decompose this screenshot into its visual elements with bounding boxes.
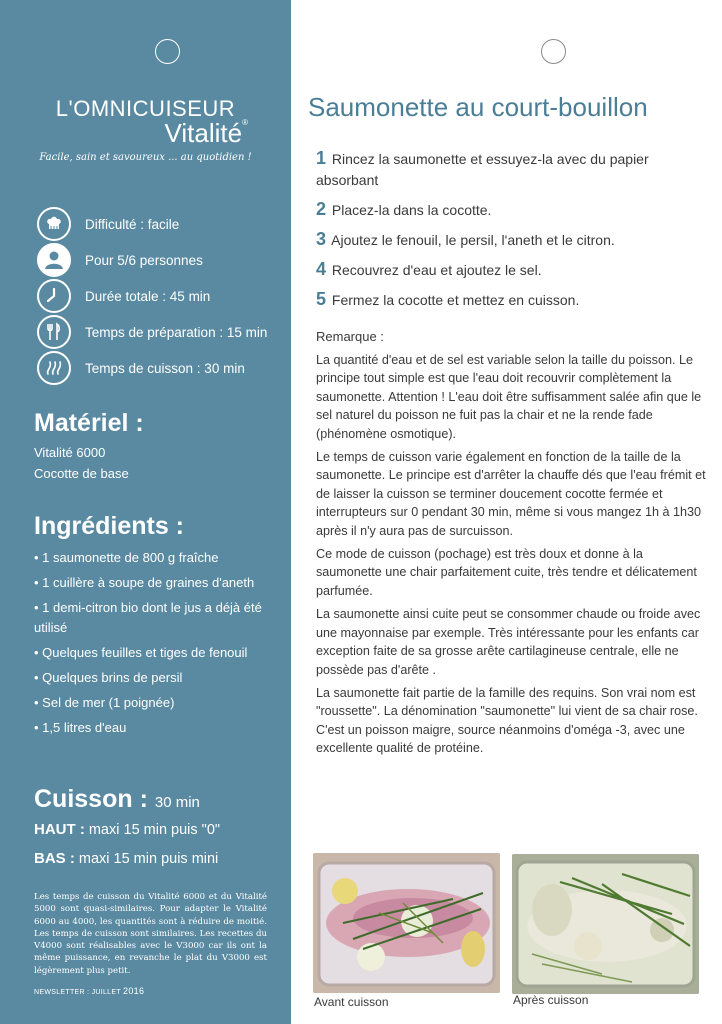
remark-body	[316, 351, 708, 763]
remark-title: Remarque :	[316, 329, 384, 344]
cuisson-heading: Cuisson :	[34, 785, 148, 813]
brand-tagline: Facile, sain et savoureux ... au quotidien !	[39, 152, 252, 163]
cuisson-haut	[34, 821, 220, 838]
stat-prep-time	[37, 315, 267, 349]
sidebar	[0, 0, 291, 1024]
step-number: 2	[316, 199, 327, 219]
clock-icon	[37, 279, 71, 313]
ingredients-title: Ingrédients :	[34, 512, 185, 540]
cuisson-bas-label: BAS :	[34, 850, 75, 867]
stat-servings	[37, 243, 203, 277]
step-item	[316, 148, 708, 191]
ingredient-item: • 1 saumonette de 800 g fraîche	[34, 550, 219, 565]
footer	[34, 986, 144, 996]
materiel-title: Matériel :	[34, 409, 144, 437]
brand-subname-text: Vitalité	[164, 118, 243, 148]
remark-paragraph: Le temps de cuisson varie également en fonction de la taille de la saumonette. Le principe est d'arrêter la chauffe dés que l'eau frémit et de laisser la cuisson se terminer doucement cocotte fermée et interrupteurs sur 0 pendant 30 min, même si vous mangez 1h à 1h30 après il n'y aura pas de surcuisson.	[316, 450, 706, 538]
stat-total-time	[37, 279, 210, 313]
brand-name: L'OMNICUISEUR	[55, 96, 236, 121]
cuisson-bas-value: maxi 15 min puis mini	[74, 851, 219, 867]
step-number: 3	[316, 229, 327, 249]
step-text: Recouvrez d'eau et ajoutez le sel.	[328, 262, 542, 278]
step-item	[316, 199, 708, 221]
photo-after-caption: Après cuisson	[513, 993, 589, 1007]
ingredient-item: • Quelques feuilles et tiges de fenouil	[34, 645, 248, 660]
step-text: Fermez la cocotte et mettez en cuisson.	[328, 292, 580, 308]
remark-paragraph: La saumonette fait partie de la famille des requins. Son vrai nom est "roussette". La dénomination "saumonette" lui vient de sa chair rose. C'est un poisson maigre, source néanmoins d'oméga -3, avec une excellente qualité de protéine.	[316, 685, 698, 756]
stat-label: Difficulté : facile	[85, 216, 180, 232]
photo-before-cooking	[313, 853, 500, 993]
people-icon	[37, 243, 71, 277]
chef-hat-icon	[37, 207, 71, 241]
ingredients-list	[34, 548, 279, 743]
step-number: 1	[316, 148, 327, 168]
step-text: Placez-la dans la cocotte.	[328, 202, 492, 218]
step-text: Rincez la saumonette et essuyez-la avec du papier absorbant	[316, 151, 649, 188]
ingredient-item: • 1,5 litres d'eau	[34, 720, 127, 735]
footer-label: NEWSLETTER : JUILLET	[34, 989, 121, 996]
cuisson-total: 30 min	[154, 794, 200, 811]
step-text: Ajoutez le fenouil, le persil, l'aneth et le citron.	[328, 232, 615, 248]
step-number: 5	[316, 289, 327, 309]
step-item	[316, 259, 708, 281]
punch-hole-icon	[541, 39, 566, 64]
materiel-item: Cocotte de base	[34, 466, 129, 481]
compatibility-note: Les temps de cuisson du Vitalité 6000 et du Vitalité 5000 sont quasi-similaires. Pour adapter le Vitalité 6000 au 4000, les quantités sont à réduire de moitié. Les temps de cuisson sont similaires. Les recettes du V4000 sont réalisables avec le V3000 car ils ont la même puissance, en revanche le plat du V3000 est légèrement plus petit.	[34, 892, 267, 976]
remark-paragraph: La saumonette ainsi cuite peut se consommer chaude ou froide avec une mayonnaise par exemple. Très intéressante pour les enfants car exception faite de sa grosse arête cartilagineuse centrale, elle ne possède pas d'arête .	[316, 607, 701, 677]
recipe-steps	[316, 148, 708, 319]
remark-paragraph: La quantité d'eau et de sel est variable selon la taille du poisson. Le principe tout simple est que l'eau doit recouvrir complètement la saumonette. Attention ! L'eau doit être suffisamment salée afin que le sel naturel du poisson ne fuit pas la chair et ne la rende fade (phénomène osmotique).	[316, 353, 702, 441]
stat-cook-time	[37, 351, 245, 385]
cutlery-icon	[37, 315, 71, 349]
ingredient-item: • Quelques brins de persil	[34, 670, 183, 685]
ingredient-item: • 1 demi-citron bio dont le jus a déjà été utilisé	[34, 600, 262, 635]
stat-label: Temps de préparation : 15 min	[85, 324, 268, 340]
materiel-item: Vitalité 6000	[34, 445, 106, 460]
brand-subname	[0, 118, 274, 149]
footer-year: 2016	[123, 986, 145, 996]
punch-hole-icon	[155, 39, 180, 64]
cuisson-haut-label: HAUT :	[34, 821, 85, 838]
recipe-title: Saumonette au court-bouillon	[308, 92, 648, 122]
step-item	[316, 289, 708, 311]
cuisson-bas	[34, 850, 218, 867]
heat-icon	[37, 351, 71, 385]
stat-label: Temps de cuisson : 30 min	[85, 360, 245, 376]
photo-before-caption: Avant cuisson	[314, 995, 389, 1009]
photo-after-cooking	[512, 854, 699, 994]
step-number: 4	[316, 259, 327, 279]
stat-difficulty	[37, 207, 179, 241]
step-item	[316, 229, 708, 251]
ingredient-item: • Sel de mer (1 poignée)	[34, 695, 175, 710]
stat-label: Pour 5/6 personnes	[85, 252, 203, 268]
cuisson-title	[34, 785, 200, 814]
remark-paragraph: Ce mode de cuisson (pochage) est très doux et donne à la saumonette une chair parfaitement cuite, très tendre et délicatement parfumée.	[316, 547, 697, 598]
registered-mark: ®	[242, 118, 248, 127]
stat-label: Durée totale : 45 min	[85, 288, 211, 304]
ingredient-item: • 1 cuillère à soupe de graines d'aneth	[34, 575, 255, 590]
cuisson-haut-value: maxi 15 min puis "0"	[84, 822, 221, 838]
